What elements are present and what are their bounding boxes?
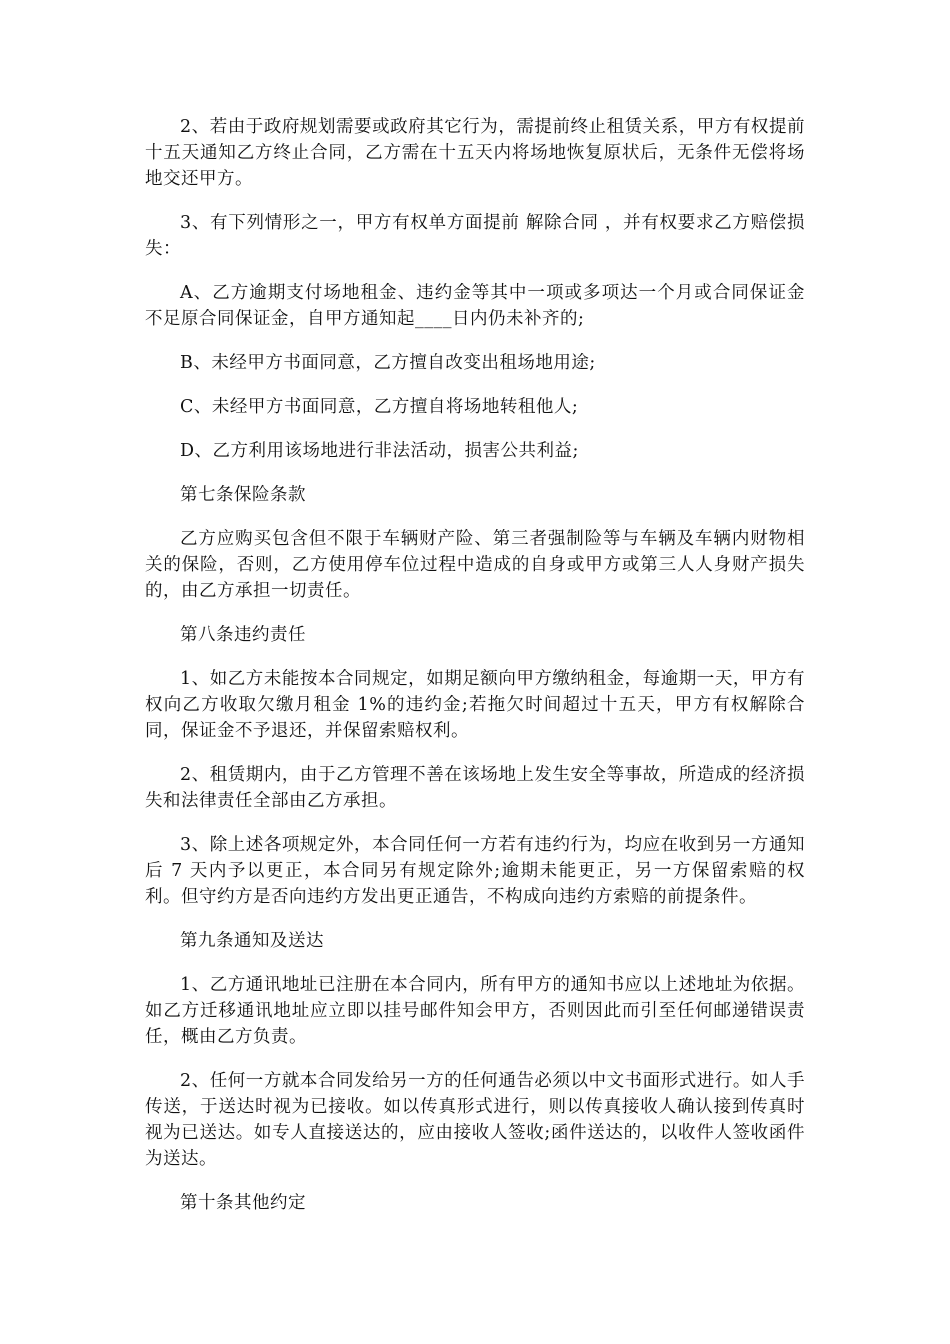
item-b-change-use: B、未经甲方书面同意，乙方擅自改变出租场地用途;: [180, 353, 596, 373]
article-9-clause-2: 2、任何一方就本合同发给另一方的任何通告必须以中文书面形式进行。如人手传送，于送达时视为已接收。如以传真形式进行，则以传真接收人确认接到传真时视为已送达。如专人直接送达的，应由接收人签收;函件送达的，以收件人签收函件为送达。: [145, 1071, 805, 1169]
article-8-clause-3: 3、除上述各项规定外，本合同任何一方若有违约行为，均应在收到另一方通知后 7 天内予以更正，本合同另有规定除外;逾期未能更正，另一方保留索赔的权利。但守约方是否向违约方发出更正通告，不构成向违约方索赔的前提条件。: [145, 835, 805, 907]
item-a-late-payment: A、乙方逾期支付场地租金、违约金等其中一项或多项达一个月或合同保证金不足原合同保证金，自甲方通知起____日内仍未补齐的;: [145, 283, 805, 329]
article-9-heading: 第九条通知及送达: [180, 931, 324, 951]
article-10-heading: 第十条其他约定: [180, 1193, 306, 1213]
clause-2-early-termination: 2、若由于政府规划需要或政府其它行为，需提前终止租赁关系，甲方有权提前十五天通知乙方终止合同，乙方需在十五天内将场地恢复原状后，无条件无偿将场地交还甲方。: [145, 117, 805, 189]
clause-3-unilateral-termination: 3、有下列情形之一，甲方有权单方面提前 解除合同 ，并有权要求乙方赔偿损失：: [145, 213, 805, 259]
article-7-insurance-text: 乙方应购买包含但不限于车辆财产险、第三者强制险等与车辆及车辆内财物相关的保险，否则，乙方使用停车位过程中造成的自身或甲方或第三人人身财产损失的，由乙方承担一切责任。: [145, 529, 805, 601]
article-8-clause-2: 2、租赁期内，由于乙方管理不善在该场地上发生安全等事故，所造成的经济损失和法律责任全部由乙方承担。: [145, 765, 805, 811]
article-8-clause-1: 1、如乙方未能按本合同规定，如期足额向甲方缴纳租金，每逾期一天，甲方有权向乙方收取欠缴月租金 1%的违约金;若拖欠时间超过十五天，甲方有权解除合同，保证金不予退还，并保留索赔权利。: [145, 669, 805, 741]
article-8-heading: 第八条违约责任: [180, 625, 306, 645]
item-d-illegal-activity: D、乙方利用该场地进行非法活动，损害公共利益;: [180, 441, 579, 461]
item-c-sublease: C、未经甲方书面同意，乙方擅自将场地转租他人;: [180, 397, 579, 417]
document-body: [145, 114, 805, 1234]
article-7-heading: 第七条保险条款: [180, 485, 306, 505]
article-9-clause-1: 1、乙方通讯地址已注册在本合同内，所有甲方的通知书应以上述地址为依据。如乙方迁移通讯地址应立即以挂号邮件知会甲方，否则因此而引至任何邮递错误责任，概由乙方负责。: [145, 975, 805, 1047]
